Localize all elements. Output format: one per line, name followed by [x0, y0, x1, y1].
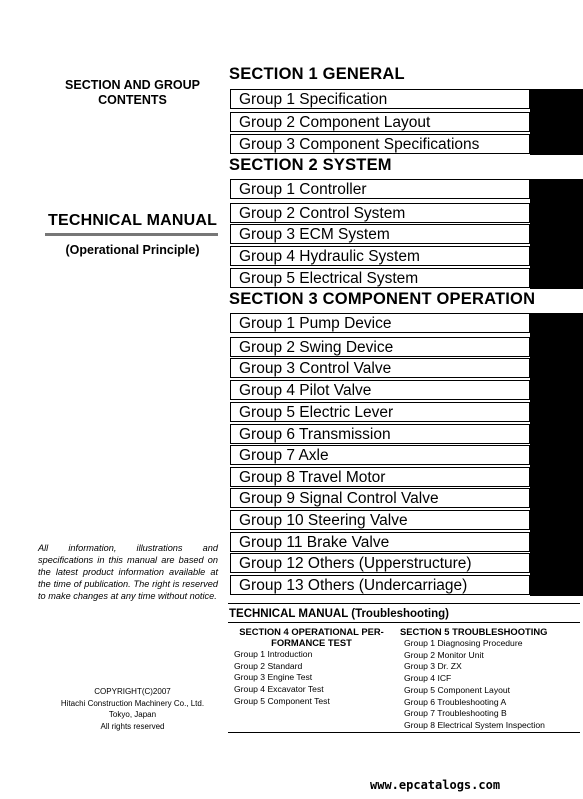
list-item[interactable]: Group 1 Diagnosing Procedure [404, 638, 523, 648]
list-item[interactable]: Group 3 Dr. ZX [404, 661, 462, 672]
troubleshooting-title: TECHNICAL MANUAL (Troubleshooting) [229, 608, 449, 620]
section-4-groups [234, 649, 330, 708]
section-5-title: SECTION 5 TROUBLESHOOTING [400, 626, 548, 637]
section-3-tab[interactable] [530, 313, 583, 596]
list-item[interactable]: Group 7 Troubleshooting B [404, 708, 507, 719]
divider-top [228, 603, 580, 604]
group-link[interactable]: Group 12 Others (Upperstructure) [230, 553, 530, 573]
divider-mid [228, 622, 580, 623]
section-2-tab[interactable] [530, 179, 583, 289]
group-link[interactable]: Group 1 Controller [230, 179, 530, 199]
list-item[interactable]: Group 4 Excavator Test [234, 684, 324, 695]
group-link[interactable]: Group 2 Component Layout [230, 112, 530, 132]
list-item[interactable]: Group 5 Component Layout [404, 684, 511, 695]
list-item[interactable]: Group 2 Standard [234, 660, 303, 671]
group-link[interactable]: Group 8 Travel Motor [230, 467, 530, 487]
group-link[interactable]: Group 6 Transmission [230, 424, 530, 444]
group-link[interactable]: Group 13 Others (Undercarriage) [230, 575, 530, 595]
list-item[interactable]: Group 6 Troubleshooting A [404, 696, 507, 707]
section-5-groups [404, 638, 545, 732]
section-4-title: SECTION 4 OPERATIONAL PER- FORMANCE TEST [239, 626, 384, 648]
notice-text: All information, illustrations and specifications in this manual are based on the latest product information available at the time of publication. The right is reserved to make changes at any time without notice. [38, 543, 218, 601]
section-2-title: SECTION 2 SYSTEM [229, 156, 392, 174]
group-link[interactable]: Group 10 Steering Valve [230, 510, 530, 530]
divider-bottom [228, 732, 580, 733]
title-underline [45, 233, 218, 236]
list-item[interactable]: Group 4 ICF [404, 673, 452, 684]
list-item[interactable]: Group 1 Introduction [234, 649, 313, 659]
operational-principle-subtitle: (Operational Principle) [65, 243, 200, 257]
section-3-title: SECTION 3 COMPONENT OPERATION [229, 290, 536, 308]
copyright-block: COPYRIGHT(C)2007 Hitachi Construction Machinery Co., Ltd. Tokyo, Japan All rights reserved [60, 687, 205, 731]
list-item[interactable]: Group 2 Monitor Unit [404, 649, 484, 660]
group-link[interactable]: Group 3 Control Valve [230, 358, 530, 378]
group-link[interactable]: Group 11 Brake Valve [230, 532, 530, 552]
group-link[interactable]: Group 2 Control System [230, 203, 530, 223]
technical-manual-title: TECHNICAL MANUAL [48, 212, 218, 229]
group-link[interactable]: Group 4 Hydraulic System [230, 246, 530, 266]
list-item[interactable]: Group 8 Electrical System Inspection [404, 719, 545, 730]
group-link[interactable]: Group 4 Pilot Valve [230, 380, 530, 400]
list-item[interactable]: Group 5 Component Test [234, 695, 330, 706]
section-group-contents-heading: SECTION AND GROUP CONTENTS [65, 78, 200, 107]
group-link[interactable]: Group 5 Electric Lever [230, 402, 530, 422]
group-link[interactable]: Group 3 Component Specifications [230, 134, 530, 154]
list-item[interactable]: Group 3 Engine Test [234, 672, 313, 683]
section-1-title: SECTION 1 GENERAL [229, 65, 405, 83]
footer-url[interactable]: www.epcatalogs.com [370, 778, 501, 792]
group-link[interactable]: Group 1 Pump Device [230, 313, 530, 333]
group-link[interactable]: Group 3 ECM System [230, 224, 530, 244]
group-link[interactable]: Group 5 Electrical System [230, 268, 530, 288]
group-link[interactable]: Group 2 Swing Device [230, 337, 530, 357]
section-1-tab[interactable] [530, 89, 583, 155]
group-link[interactable]: Group 1 Specification [230, 89, 530, 109]
group-link[interactable]: Group 7 Axle [230, 445, 530, 465]
group-link[interactable]: Group 9 Signal Control Valve [230, 488, 530, 508]
